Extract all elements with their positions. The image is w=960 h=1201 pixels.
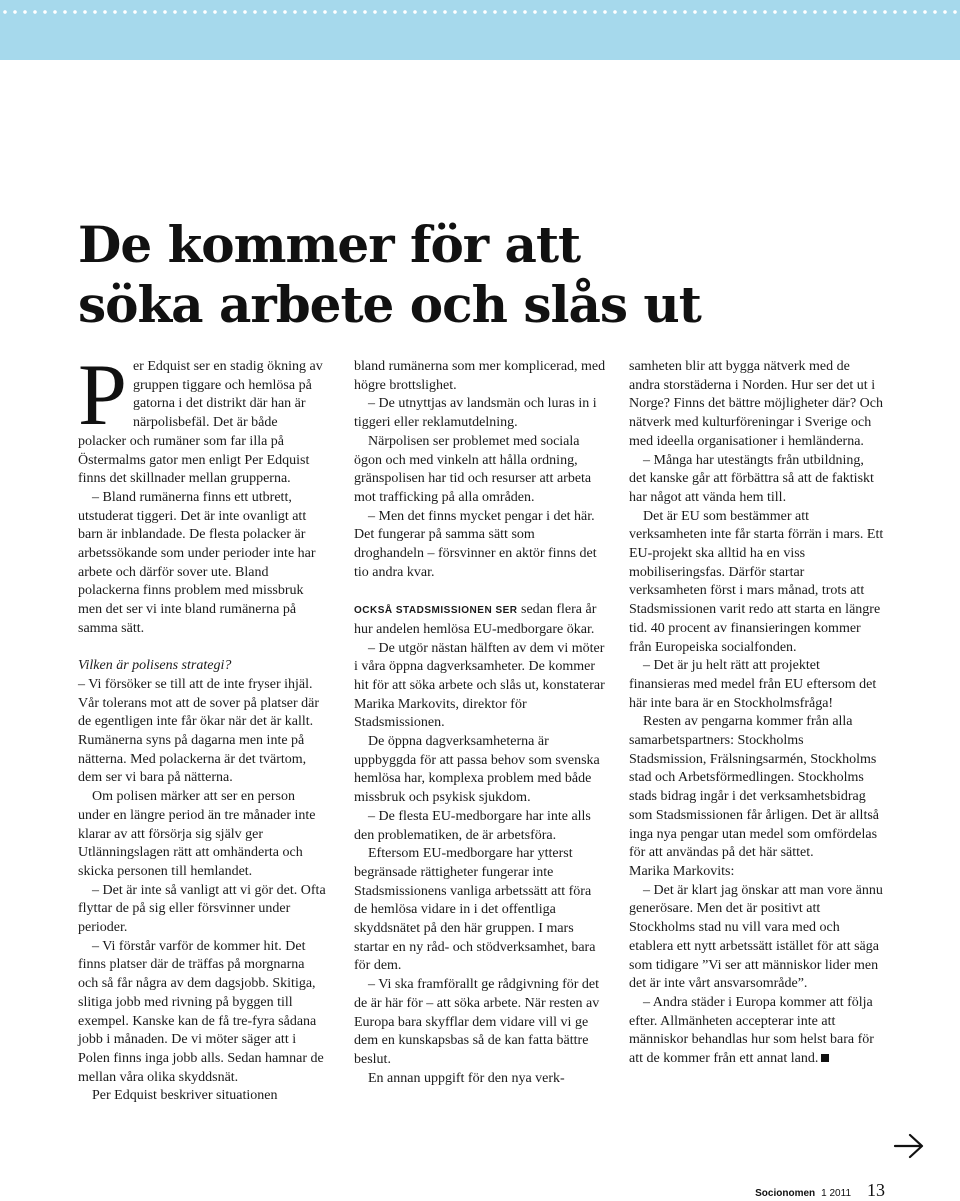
interview-question: Vilken är polisens strategi?: [78, 658, 232, 674]
paragraph: – Bland rumänerna finns ett utbrett, utstuderat tiggeri. Det är inte ovanligt att barn är inblandade. De flesta polacker är arbetssökande som under perioder inte har arbete och därför sover ute. Bland polackerna finns problem med missbruk men det ser vi inte bland rumänerna på samma sätt.: [78, 489, 316, 636]
page-number: 13: [867, 1180, 885, 1200]
headline-line-1: De kommer för att: [78, 215, 581, 274]
section-lead-in: OCKSÅ STADSMISSIONEN SER: [354, 605, 518, 617]
paragraph: Det är EU som bestämmer att verksamheten inte får starta förrän i mars. Ett EU-projekt ska alltid ha en viss mobiliseringsfas. Därför startar verksamheten först i mars månad, trots att Stadsmissionen varit redo att starta en längre tid. 40 procent av finansieringen kommer från Europeiska socialfonden.: [629, 508, 884, 655]
issue-number: 1 2011: [821, 1188, 851, 1199]
paragraph: – De utnyttjas av landsmän och luras in i tiggeri eller reklamutdelning.: [354, 396, 597, 431]
paragraph: OCKSÅ STADSMISSIONEN SER sedan flera år hur andelen hemlösa EU-medborgare ökar.: [354, 602, 597, 637]
column-2: [354, 358, 606, 1088]
paragraph: – Det är ju helt rätt att projektet finansieras med medel från EU eftersom det här inte bara är en Stockholmsfråga!: [629, 658, 877, 711]
paragraph: En annan uppgift för den nya verk-: [368, 1070, 565, 1086]
headline-line-2: söka arbete och slås ut: [78, 275, 701, 334]
paragraph: – Vi ska framförallt ge rådgivning för det de är här för – att söka arbete. När resten av Europa bara skyfflar dem vidare vill vi ge dem en kunskapsbas så de kan fatta bättre beslut.: [354, 977, 600, 1067]
paragraph: De öppna dagverksamheterna är uppbyggda för att passa behov som svenska hemlösa har, komplexa problem med både missbruk och psykisk sjukdom.: [354, 734, 600, 806]
paragraph: samheten blir att bygga nätverk med de andra storstäderna i Norden. Hur ser det ut i Norge? Finns det bättre möjligheter där? Och nätverk med kulturföreningar i Sverige och med ideella organisationer i hemländerna.: [629, 359, 883, 449]
top-color-band: [0, 0, 960, 60]
arrow-right-icon[interactable]: [893, 1132, 925, 1160]
dotted-border: [0, 9, 960, 15]
paragraph: bland rumänerna som mer komplicerad, med högre brottslighet.: [354, 359, 606, 393]
drop-cap: P: [78, 347, 127, 444]
paragraph: Marika Markovits:: [629, 863, 735, 879]
paragraph: – De utgör nästan hälften av dem vi möter i våra öppna dagverksamheter. De kommer hit för att söka arbete och slås ut, konstaterar Marika Markovits, direktor för Stadsmissionen.: [354, 640, 605, 731]
paragraph: Om polisen märker att ser en person under en längre period än tre månader inte klarar av att försörja sig själv ger Utlänningslagen rätt att omhänderta och skicka personen till hemlandet.: [78, 789, 316, 879]
column-3: [629, 358, 884, 1069]
page-footer: [755, 1180, 885, 1201]
column-1: [78, 347, 326, 1106]
paragraph: Närpolisen ser problemet med sociala ögon och med vinkeln att hålla ordning, gränspolisen har tid och resurser att arbeta mot trafficking på alla områden.: [354, 433, 592, 505]
paragraph: Resten av pengarna kommer från alla samarbetspartners: Stockholms Stadsmission, Frälsningsarmén, Stockholms stad och Arbetsförmedlingen. Stockholms stads bidrag ingår i det verksamhetsbidrag som Stadsmissionen får årligen. Det är alltså inga nya pengar utan medel som omfördelas för att användas på det här sättet.: [629, 714, 879, 861]
paragraph: Per Edquist beskriver situationen: [92, 1088, 278, 1104]
article-headline: [78, 215, 898, 335]
paragraph: Per Edquist ser en stadig ökning av gruppen tiggare och hemlösa på gatorna i det distrikt där han är närpolisbefäl. Det är både polacker och rumäner som far illa på Östermalms gator men enligt Per Edquist finns det skillnader mellan grupperna.: [78, 347, 323, 487]
paragraph: – Det är inte så vanligt att vi gör det. Ofta flyttar de på sig eller försvinner under perioder.: [78, 882, 326, 936]
paragraph: – Vi försöker se till att de inte fryser ihjäl. Vår tolerans mot att de sover på platser där de egentligen inte får ökar när det är kallt. Rumänerna syns på dagarna men inte på nätterna. Med polackerna är det tvärtom, dem ser vi bara på nätterna.: [78, 676, 320, 786]
paragraph: – De flesta EU-medborgare har inte alls den problematiken, de är arbetsföra.: [354, 808, 591, 843]
paragraph: – Många har utestängts från utbildning, det kanske går att förbättra så att de faktiskt har något att vända hem till.: [629, 452, 874, 505]
paragraph: – Men det finns mycket pengar i det här. Det fungerar på samma sätt som droghandeln – försvinner en aktör finns det tio andra kvar.: [354, 508, 597, 580]
end-square-icon: [821, 1054, 829, 1062]
paragraph: – Vi förstår varför de kommer hit. Det finns platser där de träffas på morgnarna och så får några av dem dagsjobb. Skitiga, slitiga jobb med rivning på byggen till exempel. Kanske kan de få tre-fyra sådana jobb i månaden. De vi möter säger att i Polen finns inga jobb alls. Sedan hamnar de mellan våra olika skyddsnät.: [78, 938, 324, 1085]
paragraph: – Andra städer i Europa kommer att följa efter. Allmänheten accepterar inte att människor behandlas hur som helst bara för att de kommer från ett annat land.: [629, 994, 874, 1067]
magazine-name: Socionomen: [755, 1188, 816, 1199]
paragraph: Eftersom EU-medborgare har ytterst begränsade rättigheter fungerar inte Stadsmissionens vanliga arbetssätt att föra de hemlösa vidare in i det offentliga skyddsnätet på den här gruppen. I mars startar en ny råd- och stödverksamhet, bara för dem.: [354, 846, 596, 974]
paragraph: – Det är klart jag önskar att man vore ännu generösare. Men det är positivt att Stockholms stad nu vill vara med och etablera ett nytt arbetssätt istället för att säga som tidigare ”Vi ser att människor lider men det är inte vårt ansvarsområde”.: [629, 882, 883, 992]
